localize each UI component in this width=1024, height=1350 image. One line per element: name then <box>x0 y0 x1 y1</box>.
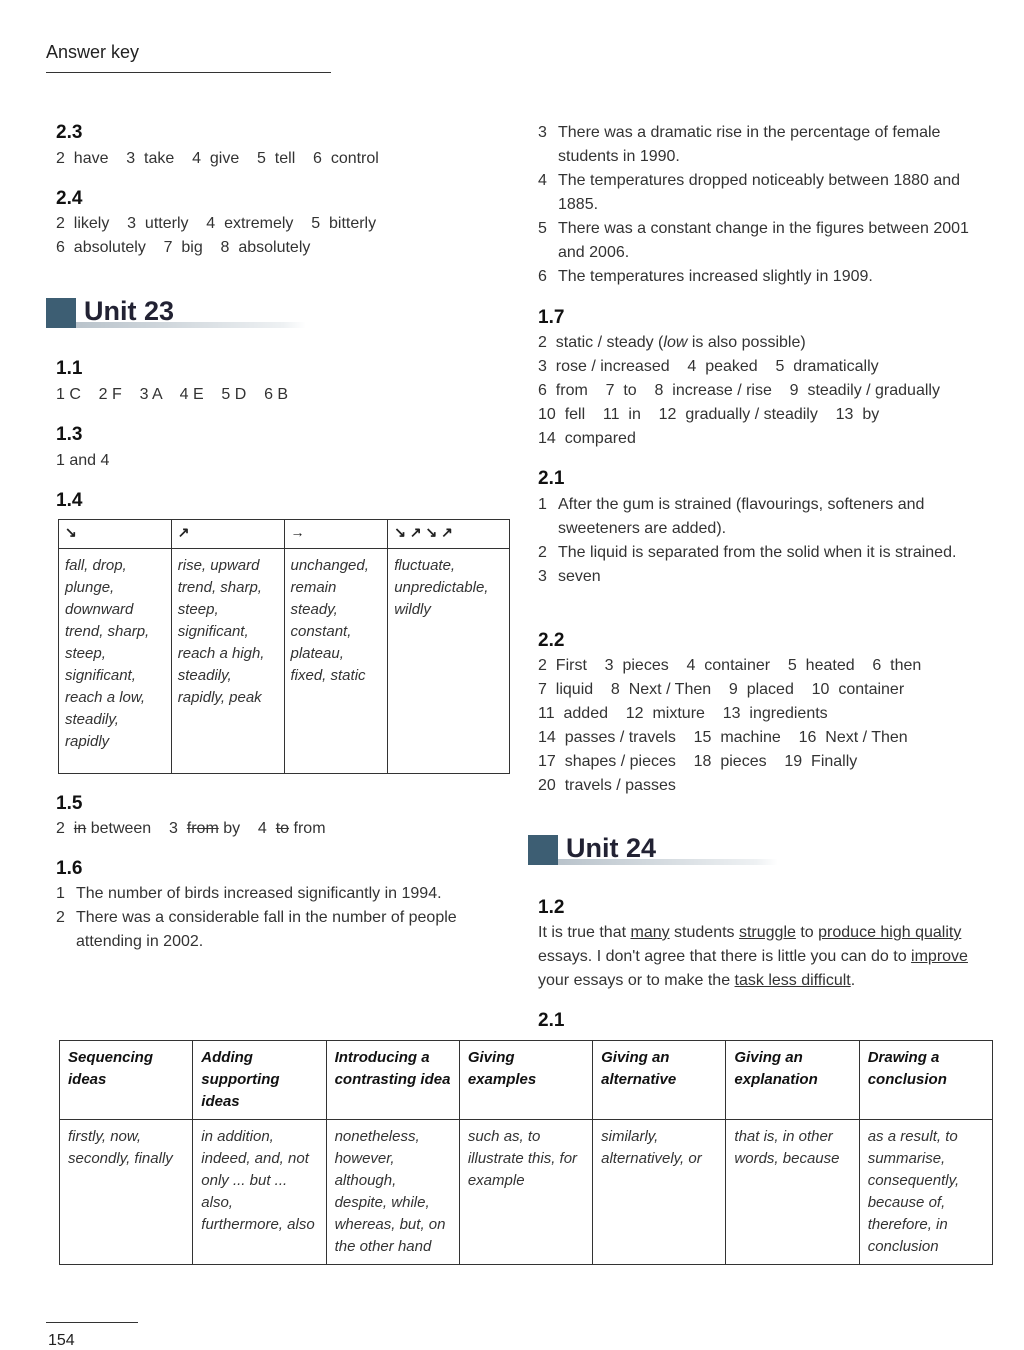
table-cell: that is, in other words, because <box>726 1120 859 1265</box>
list-item: 4 The temperatures dropped noticeably between 1880 and 1885. <box>538 172 961 213</box>
list-item: 1 The number of birds increased significantly in 1994. <box>56 885 442 902</box>
list-item: 2 The liquid is separated from the solid when it is strained. <box>538 544 957 561</box>
section-2-2-line-2: 7 liquid 8 Next / Then 9 placed 10 container <box>538 681 905 698</box>
table-header: Adding supporting ideas <box>193 1041 326 1120</box>
section-2-1-unit24-heading: 2.1 <box>538 1010 565 1031</box>
unchanged-words-cell: unchanged, remain steady, constant, plateau, fixed, static <box>284 549 388 774</box>
section-1-3-heading: 1.3 <box>56 424 83 445</box>
section-1-7-line-5: 14 compared <box>538 430 636 447</box>
up-arrow-icon: ↗ <box>171 520 284 549</box>
section-1-5-heading: 1.5 <box>56 793 83 814</box>
section-1-6-continued-list <box>538 121 978 289</box>
section-1-7-heading: 1.7 <box>538 307 565 328</box>
list-item: 2 There was a considerable fall in the number of people attending in 2002. <box>56 909 457 950</box>
page-header: Answer key <box>46 42 140 62</box>
deleted-word: in <box>73 820 87 837</box>
deleted-word: from <box>186 820 219 837</box>
table-cell: as a result, to summarise, consequently, because of, therefore, in conclusion <box>859 1120 992 1265</box>
table-header: Sequencing ideas <box>60 1041 193 1120</box>
section-2-1-list <box>538 493 958 589</box>
table-cell: in addition, indeed, and, not only ... but ... also, furthermore, also <box>193 1120 326 1265</box>
section-2-4-line-1: 2 likely 3 utterly 4 extremely 5 bitterly <box>56 215 377 232</box>
section-1-6-list <box>56 882 496 954</box>
table-header: Giving an alternative <box>593 1041 726 1120</box>
unit-marker-square <box>528 835 558 865</box>
down-arrow-icon: ↘ <box>59 520 172 549</box>
fluctuate-arrows-icon: ↘ ↗ ↘ ↗ <box>388 520 510 549</box>
unit-marker-square <box>46 298 76 328</box>
section-2-2-line-1: 2 First 3 pieces 4 container 5 heated 6 then <box>538 657 922 674</box>
rising-words-cell: rise, upward trend, sharp, steep, significant, reach a high, steadily, rapidly, peak <box>171 549 284 774</box>
table-header: Drawing a conclusion <box>859 1041 992 1120</box>
section-2-2-line-3: 11 added 12 mixture 13 ingredients <box>538 705 828 722</box>
section-1-5-answers: 2 in between 3 from by 4 to from <box>56 820 326 837</box>
unit-23-heading <box>46 298 306 332</box>
deleted-word: to <box>275 820 290 837</box>
list-item: 3 There was a dramatic rise in the percentage of female students in 1990. <box>538 124 941 165</box>
section-2-3-answers: 2 have 3 take 4 give 5 tell 6 control <box>56 150 379 167</box>
table-header: Giving an explanation <box>726 1041 859 1120</box>
section-1-1-heading: 1.1 <box>56 358 83 379</box>
section-1-7-line-3: 6 from 7 to 8 increase / rise 9 steadily / gradually <box>538 382 940 399</box>
section-1-4-heading: 1.4 <box>56 490 83 511</box>
trend-vocabulary-table <box>58 519 510 774</box>
section-1-7-line-4: 10 fell 11 in 12 gradually / steadily 13 by <box>538 406 880 423</box>
section-1-6-heading: 1.6 <box>56 858 83 879</box>
unit-24-heading <box>528 835 788 869</box>
section-2-2-line-6: 20 travels / passes <box>538 777 676 794</box>
section-1-2-paragraph: It is true that many students struggle to produce high quality essays. I don't agree that there is little you can do to improve your essays or to make the task less difficult. <box>538 924 968 989</box>
footer-rule <box>46 1322 138 1323</box>
unit-24-title: Unit 24 <box>566 833 657 863</box>
section-1-3-answers: 1 and 4 <box>56 452 110 469</box>
list-item: 5 There was a constant change in the figures between 2001 and 2006. <box>538 220 969 261</box>
table-cell: firstly, now, secondly, finally <box>60 1120 193 1265</box>
section-2-4-heading: 2.4 <box>56 188 83 209</box>
right-arrow-icon: → <box>284 520 388 549</box>
header-rule <box>46 72 331 73</box>
fluctuating-words-cell: fluctuate, unpredictable, wildly <box>388 549 510 774</box>
section-1-7-line-1: 2 static / steady (low is also possible) <box>538 334 806 351</box>
unit-23-title: Unit 23 <box>84 296 175 326</box>
list-item: 6 The temperatures increased slightly in 1909. <box>538 268 873 285</box>
page-number: 154 <box>48 1332 75 1349</box>
table-cell: such as, to illustrate this, for example <box>459 1120 592 1265</box>
section-2-4-line-2: 6 absolutely 7 big 8 absolutely <box>56 239 311 256</box>
section-2-2-heading: 2.2 <box>538 630 565 651</box>
linking-words-table <box>59 1040 993 1265</box>
table-header: Giving examples <box>459 1041 592 1120</box>
section-1-7-line-2: 3 rose / increased 4 peaked 5 dramatically <box>538 358 879 375</box>
table-header: Introducing a contrasting idea <box>326 1041 459 1120</box>
list-item: 1 After the gum is strained (flavourings, softeners and sweeteners are added). <box>538 496 925 537</box>
falling-words-cell: fall, drop, plunge, downward trend, sharp, steep, significant, reach a low, steadily, rapidly <box>59 549 172 774</box>
table-cell: nonetheless, however, although, despite, while, whereas, but, on the other hand <box>326 1120 459 1265</box>
section-1-2-heading: 1.2 <box>538 897 565 918</box>
section-1-1-answers: 1 C 2 F 3 A 4 E 5 D 6 B <box>56 386 289 403</box>
section-2-3-heading: 2.3 <box>56 122 83 143</box>
list-item: 3 seven <box>538 568 601 585</box>
section-2-1-heading: 2.1 <box>538 468 565 489</box>
section-2-2-line-5: 17 shapes / pieces 18 pieces 19 Finally <box>538 753 858 770</box>
table-cell: similarly, alternatively, or <box>593 1120 726 1265</box>
section-2-2-line-4: 14 passes / travels 15 machine 16 Next / Then <box>538 729 908 746</box>
